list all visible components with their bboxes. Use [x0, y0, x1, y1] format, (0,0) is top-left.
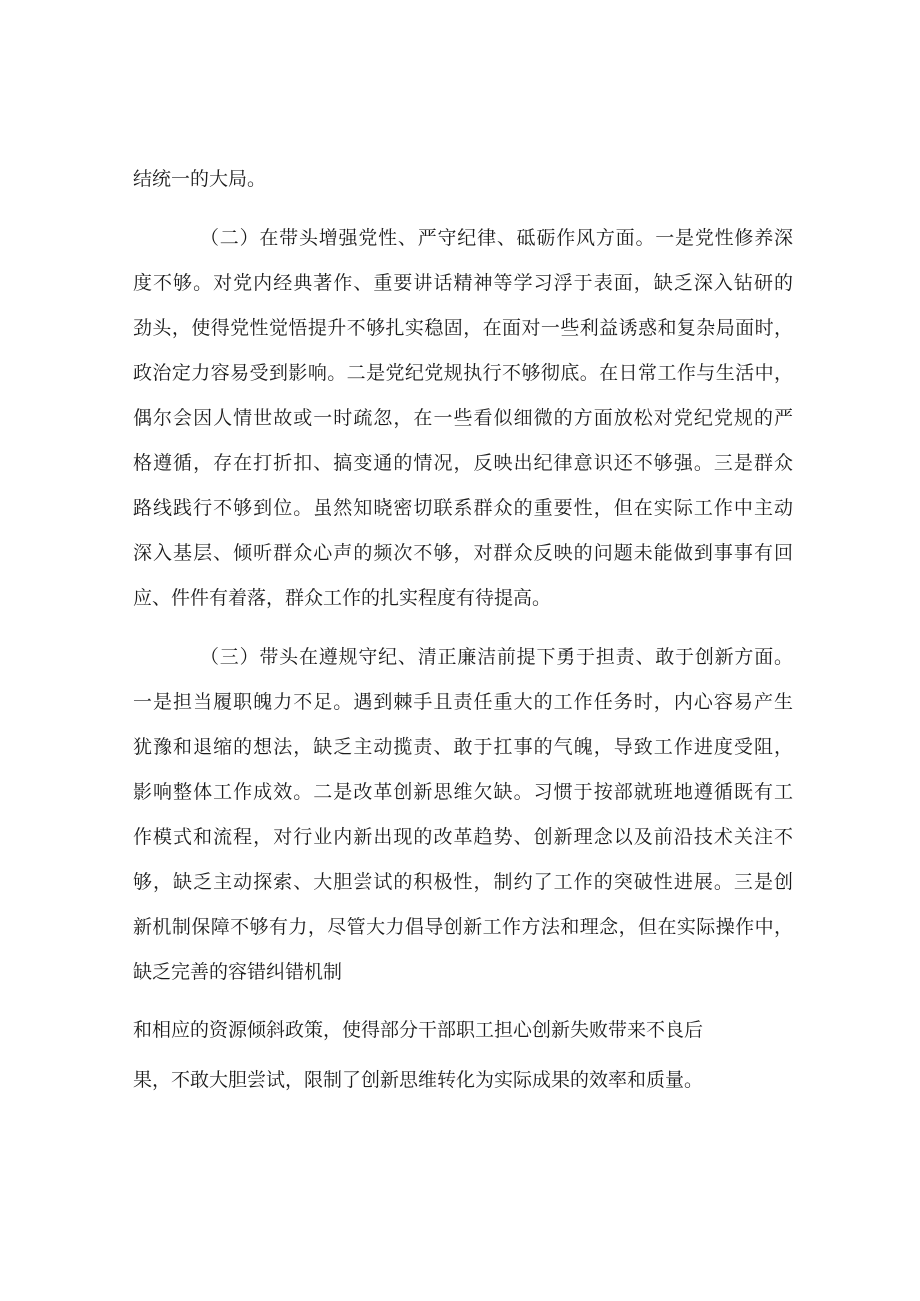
- paragraph-line: 度不够。对党内经典著作、重要讲话精神等学习浮于表面，缺乏深入钻研的: [133, 272, 793, 294]
- paragraph-line: 犹豫和退缩的想法，缺乏主动揽责、敢于扛事的气魄，导致工作进度受阻，: [133, 736, 793, 758]
- paragraph-line: 够，缺乏主动探索、大胆尝试的积极性，制约了工作的突破性进展。三是创: [133, 871, 793, 893]
- paragraph-line: 新机制保障不够有力，尽管大力倡导创新工作方法和理念，但在实际操作中，: [133, 916, 793, 938]
- paragraph-line: 政治定力容易受到影响。二是党纪党规执行不够彻底。在日常工作与生活中，: [133, 362, 793, 384]
- paragraph-line: 劲头，使得党性觉悟提升不够扎实稳固，在面对一些利益诱惑和复杂局面时，: [133, 317, 793, 339]
- paragraph-line: 缺乏完善的容错纠错机制: [133, 961, 343, 983]
- paragraph-line: 偶尔会因人情世故或一时疏忽，在一些看似细微的方面放松对党纪党规的严: [133, 407, 793, 429]
- paragraph-line: 影响整体工作成效。二是改革创新思维欠缺。习惯于按部就班地遵循既有工: [133, 781, 793, 803]
- paragraph-line: （二）在带头增强党性、严守纪律、砥砺作风方面。一是党性修养深: [200, 227, 793, 249]
- paragraph-line: （三）带头在遵规守纪、清正廉洁前提下勇于担责、敢于创新方面。: [200, 646, 793, 668]
- paragraph-line: 和相应的资源倾斜政策，使得部分干部职工担心创新失败带来不良后: [133, 1019, 704, 1041]
- paragraph-line: 一是担当履职魄力不足。遇到棘手且责任重大的工作任务时，内心容易产生: [133, 691, 793, 713]
- paragraph-line: 果，不敢大胆尝试，限制了创新思维转化为实际成果的效率和质量。: [133, 1069, 704, 1091]
- paragraph-line: 格遵循，存在打折扣、搞变通的情况，反映出纪律意识还不够强。三是群众: [133, 452, 793, 474]
- paragraph-line: 结统一的大局。: [133, 168, 267, 190]
- paragraph-line: 深入基层、倾听群众心声的频次不够，对群众反映的问题未能做到事事有回: [133, 542, 793, 564]
- paragraph-line: 应、件件有着落，群众工作的扎实程度有待提高。: [133, 587, 552, 609]
- paragraph-line: 路线践行不够到位。虽然知晓密切联系群众的重要性，但在实际工作中主动: [133, 497, 793, 519]
- paragraph-line: 作模式和流程，对行业内新出现的改革趋势、创新理念以及前沿技术关注不: [133, 826, 793, 848]
